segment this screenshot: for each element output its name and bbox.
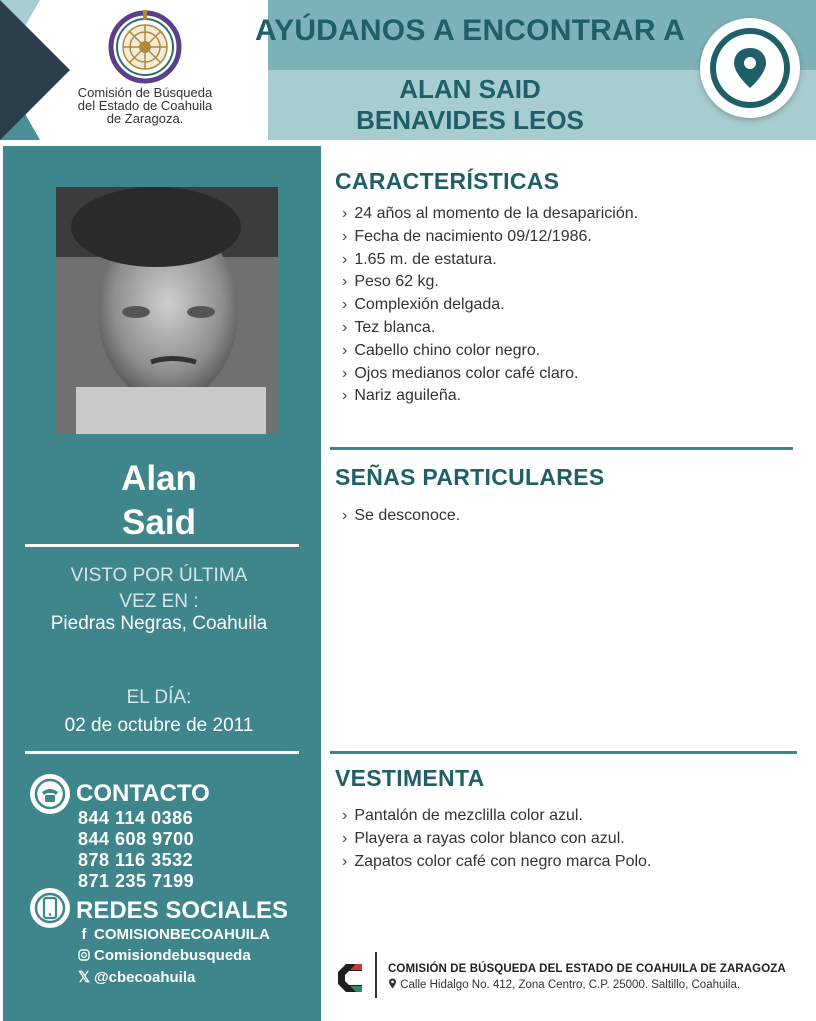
phone-number-3[interactable]: 878 116 3532 (78, 850, 194, 870)
first-name-line2: Said (122, 503, 196, 542)
list-item: › Complexión delgada. (342, 294, 638, 317)
clothing-list (342, 805, 651, 873)
footer-divider (375, 952, 377, 998)
header-missing-person-name (300, 74, 640, 136)
social-x[interactable] (76, 968, 195, 986)
instagram-icon (76, 947, 92, 964)
divider-name (25, 544, 299, 547)
phone-number-4[interactable]: 871 235 7199 (78, 871, 195, 891)
social-title: REDES SOCIALES (76, 897, 289, 924)
list-item: › Fecha de nacimiento 09/12/1986. (342, 226, 638, 249)
org-name-line2: del Estado de Coahuila (77, 98, 213, 113)
clothing-title: VESTIMENTA (335, 765, 485, 791)
last-seen-day-label: EL DÍA: (126, 687, 192, 708)
distinguishing-marks-list (342, 505, 460, 528)
location-badge (700, 18, 800, 118)
list-item: › Zapatos color café con negro marca Polo. (342, 851, 651, 874)
characteristics-list (342, 203, 638, 408)
last-seen-date: 02 de octubre de 2011 (64, 715, 254, 736)
phone-number-2[interactable]: 844 608 9700 (78, 829, 195, 849)
facebook-handle: COMISIONBECOAHUILA (94, 926, 270, 943)
divider-marks (330, 751, 797, 754)
header-name-line2: BENAVIDES LEOS (356, 105, 584, 135)
list-item: › Peso 62 kg. (342, 271, 638, 294)
list-item: › Nariz aguileña. (342, 385, 638, 408)
list-item: › Cabello chino color negro. (342, 340, 638, 363)
social-facebook[interactable] (76, 926, 270, 943)
list-item: › Pantalón de mezclilla color azul. (342, 805, 651, 828)
contact-title: CONTACTO (76, 780, 210, 807)
last-seen-label (3, 563, 315, 615)
instagram-handle: Comisiondebusqueda (94, 947, 251, 964)
characteristics-title: CARACTERÍSTICAS (335, 168, 560, 194)
x-icon: 𝕏 (77, 969, 91, 986)
map-marker-icon (388, 979, 400, 991)
divider-date (25, 751, 299, 754)
commission-c-logo (334, 958, 368, 998)
last-seen-label-line1: VISTO POR ÚLTIMA (70, 565, 248, 586)
last-seen-label-line2: VEZ EN : (119, 591, 199, 612)
footer-address-text: Calle Hidalgo No. 412, Zona Centro, C.P. 25000. Saltillo, Coahuila. (400, 979, 741, 991)
phone-number-1[interactable]: 844 114 0386 (78, 808, 194, 828)
header-name-line1: ALAN SAID (399, 74, 541, 104)
location-pin-icon (716, 34, 784, 102)
footer-address (388, 978, 740, 991)
photo-portrait-placeholder (56, 187, 278, 434)
x-handle: @cbecoahuila (94, 969, 196, 986)
header-title: AYÚDANOS A ENCONTRAR A (255, 14, 685, 47)
list-item: › Ojos medianos color café claro. (342, 363, 638, 386)
first-name-line1: Alan (121, 459, 197, 498)
commission-seal-logo (108, 10, 182, 84)
list-item: › Tez blanca. (342, 317, 638, 340)
smartphone-icon (30, 888, 70, 928)
org-name-line3: de Zaragoza. (106, 111, 184, 126)
missing-person-photo (56, 187, 278, 434)
footer-org-name: COMISIÓN DE BÚSQUEDA DEL ESTADO DE COAHUILA DE ZARAGOZA (388, 963, 786, 975)
last-seen-place: Piedras Negras, Coahuila (50, 613, 268, 634)
social-instagram[interactable] (76, 947, 251, 964)
list-item: › 24 años al momento de la desaparición. (342, 203, 638, 226)
list-item: › 1.65 m. de estatura. (342, 249, 638, 272)
divider-characteristics (330, 447, 793, 450)
location-badge-ring (710, 28, 790, 108)
distinguishing-marks-title: SEÑAS PARTICULARES (335, 464, 605, 490)
facebook-icon: f (81, 926, 87, 943)
list-item: › Se desconoce. (342, 505, 460, 528)
org-name-line1: Comisión de Búsqueda (77, 85, 213, 100)
first-name (3, 457, 315, 545)
list-item: › Playera a rayas color blanco con azul. (342, 828, 651, 851)
phone-icon (30, 774, 70, 814)
